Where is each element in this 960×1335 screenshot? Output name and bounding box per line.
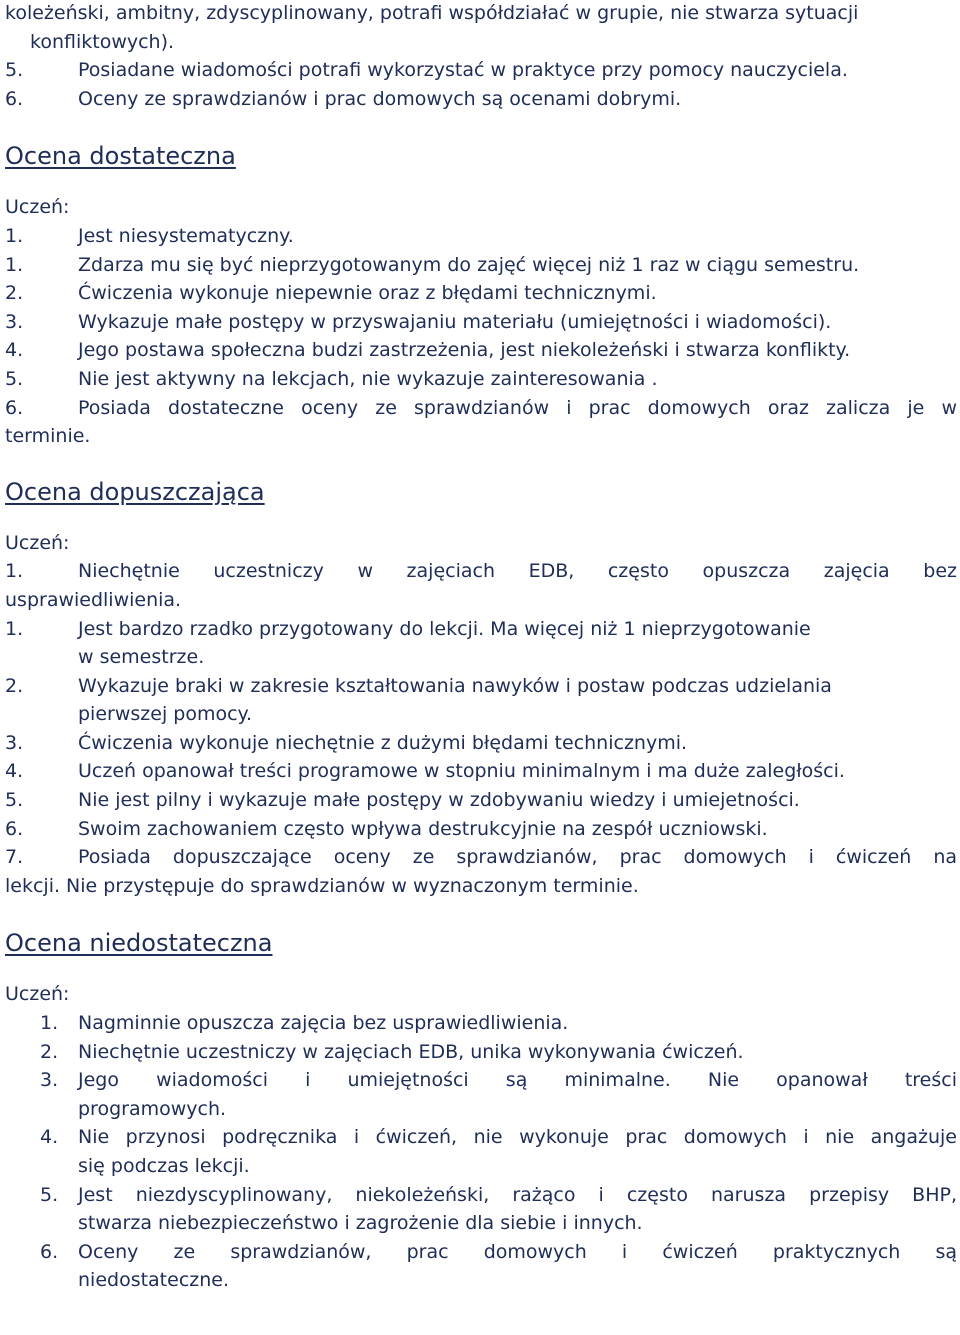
list-item [5, 365, 957, 394]
section-dopuszczajaca [5, 477, 957, 901]
section-heading: Ocena dopuszczająca [5, 477, 265, 506]
intro-line: koleżeński, ambitny, zdyscyplinowany, potrafi współdziałać w grupie, nie stwarza sytuacji [5, 2, 859, 24]
item-text: Posiada dostateczne oceny ze sprawdzianów i prac domowych oraz zalicza je w [78, 396, 957, 419]
item-number: 4. [5, 760, 24, 783]
item-number: 6. [40, 1240, 59, 1263]
section-heading: Ocena dostateczna [5, 142, 236, 171]
list-item [5, 815, 957, 844]
item-number: 4. [5, 339, 24, 362]
item-text: Oceny ze sprawdzianów i prac domowych są ocenami dobrymi. [78, 87, 682, 110]
item-number: 5. [5, 789, 24, 812]
item-text: Uczeń opanował treści programowe w stopniu minimalnym i ma duże zaległości. [78, 760, 845, 783]
list-item [5, 672, 957, 729]
item-number: 5. [5, 367, 24, 390]
list-item [5, 85, 957, 114]
item-number: 4. [40, 1126, 59, 1149]
item-number: 7. [5, 846, 24, 869]
item-text: Jego wiadomości i umiejętności są minimalne. Nie opanował treści [78, 1069, 957, 1092]
list-item [5, 56, 957, 85]
item-text: Oceny ze sprawdzianów, prac domowych i ćwiczeń praktycznych są [78, 1240, 957, 1263]
item-text: Swoim zachowaniem często wpływa destrukcyjnie na zespół uczniowski. [78, 817, 768, 840]
item-number: 1. [5, 224, 24, 247]
item-text: Jest niesystematyczny. [78, 224, 294, 247]
list-item [5, 757, 957, 786]
item-text-continuation: stwarza niebezpieczeństwo i zagrożenie dla siebie i innych. [78, 1212, 643, 1235]
item-number: 1. [5, 560, 24, 583]
list-item [5, 615, 957, 672]
list-item [5, 786, 957, 815]
uczen-label: Uczeń: [5, 983, 70, 1006]
item-number: 1. [40, 1012, 59, 1035]
item-text-continuation: usprawiedliwienia. [5, 588, 182, 611]
item-number: 3. [40, 1069, 59, 1092]
section-heading: Ocena niedostateczna [5, 929, 273, 958]
list-item [5, 1009, 957, 1038]
item-number: 3. [5, 310, 24, 333]
document-page [5, 0, 957, 1295]
intro-line: konfliktowych). [30, 30, 175, 53]
item-text: Wykazuje braki w zakresie kształtowania nawyków i postaw podczas udzielania [78, 674, 832, 697]
list-item [5, 1066, 957, 1123]
item-number: 2. [5, 282, 24, 305]
item-text: Ćwiczenia wykonuje niepewnie oraz z błędami technicznymi. [78, 282, 657, 305]
list-item [5, 222, 957, 251]
item-text-continuation: w semestrze. [78, 646, 205, 669]
item-text: Niechętnie uczestniczy w zajęciach EDB, często opuszcza zajęcia bez [78, 560, 957, 583]
list-item [5, 729, 957, 758]
list-item [5, 843, 957, 900]
item-text: Ćwiczenia wykonuje niechętnie z dużymi błędami technicznymi. [78, 731, 688, 754]
item-text: Nie jest pilny i wykazuje małe postępy w zdobywaniu wiedzy i umiejetności. [78, 789, 800, 812]
intro-section [5, 0, 957, 113]
list-item [5, 308, 957, 337]
list-item [5, 1038, 957, 1067]
item-text: Jest bardzo rzadko przygotowany do lekcji. Ma więcej niż 1 nieprzygotowanie [78, 617, 811, 640]
list-item [5, 1238, 957, 1295]
item-number: 6. [5, 396, 24, 419]
section-dostateczna [5, 141, 957, 450]
list-item [5, 557, 957, 614]
item-number: 6. [5, 87, 24, 110]
item-number: 3. [5, 731, 24, 754]
list-item [5, 279, 957, 308]
item-number: 1. [5, 617, 24, 640]
item-number: 6. [5, 817, 24, 840]
item-number: 5. [5, 59, 24, 82]
item-text-continuation: lekcji. Nie przystępuje do sprawdzianów w wyznaczonym terminie. [5, 874, 639, 897]
item-number: 1. [5, 253, 24, 276]
item-number: 2. [40, 1040, 59, 1063]
item-text: Posiada dopuszczające oceny ze sprawdzianów, prac domowych i ćwiczeń na [78, 846, 957, 869]
item-text: Zdarza mu się być nieprzygotowanym do zajęć więcej niż 1 raz w ciągu semestru. [78, 253, 860, 276]
item-text: Jego postawa społeczna budzi zastrzeżenia, jest niekoleżeński i stwarza konflikty. [78, 339, 851, 362]
list-item [5, 1181, 957, 1238]
item-text-continuation: programowych. [78, 1097, 227, 1120]
item-number: 5. [40, 1183, 59, 1206]
uczen-label: Uczeń: [5, 531, 70, 554]
item-text: Nagminnie opuszcza zajęcia bez usprawiedliwienia. [78, 1012, 569, 1035]
section-niedostateczna [5, 928, 957, 1295]
uczen-label: Uczeń: [5, 196, 70, 219]
list-item [5, 394, 957, 451]
item-text: Posiadane wiadomości potrafi wykorzystać w praktyce przy pomocy nauczyciela. [78, 59, 848, 82]
list-item [5, 251, 957, 280]
item-text: Jest niezdyscyplinowany, niekoleżeński, rażąco i często narusza przepisy BHP, [78, 1183, 957, 1206]
list-item [5, 1123, 957, 1180]
item-text: Wykazuje małe postępy w przyswajaniu materiału (umiejętności i wiadomości). [78, 310, 832, 333]
item-text: Niechętnie uczestniczy w zajęciach EDB, unika wykonywania ćwiczeń. [78, 1040, 744, 1063]
item-text: Nie przynosi podręcznika i ćwiczeń, nie wykonuje prac domowych i nie angażuje [78, 1126, 957, 1149]
item-number: 2. [5, 674, 24, 697]
list-item [5, 336, 957, 365]
item-text-continuation: niedostateczne. [78, 1269, 230, 1292]
item-text-continuation: się podczas lekcji. [78, 1155, 250, 1177]
item-text: Nie jest aktywny na lekcjach, nie wykazuje zainteresowania . [78, 367, 658, 390]
item-text-continuation: terminie. [5, 425, 91, 448]
item-text-continuation: pierwszej pomocy. [78, 703, 253, 726]
